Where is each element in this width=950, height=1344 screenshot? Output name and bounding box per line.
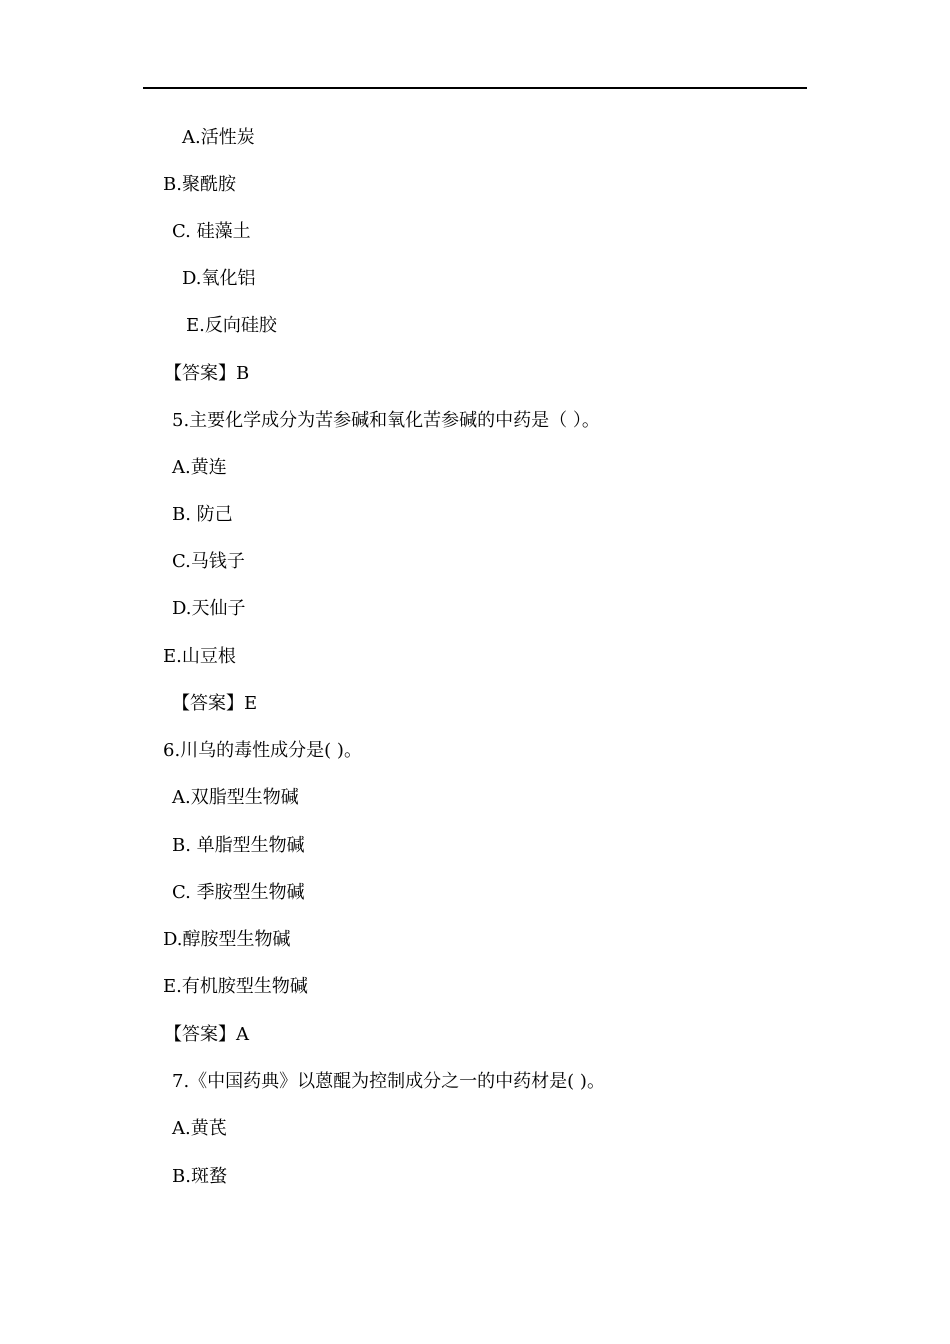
- option-a-q7: A.黄芪: [172, 1118, 227, 1139]
- option-b-q4: B.聚酰胺: [163, 174, 236, 195]
- question-7: 7.《中国药典》以蒽醌为控制成分之一的中药材是( )。: [172, 1071, 605, 1092]
- header-rule: [143, 87, 807, 89]
- option-d-q4: D.氧化铝: [182, 268, 256, 289]
- option-b-q7: B.斑蝥: [172, 1166, 227, 1187]
- option-b-q6: B. 单脂型生物碱: [172, 835, 305, 856]
- option-c-q4: C. 硅藻土: [172, 221, 251, 242]
- option-e-q4: E.反向硅胶: [186, 315, 277, 336]
- option-c-q6: C. 季胺型生物碱: [172, 882, 305, 903]
- option-a-q6: A.双脂型生物碱: [172, 787, 299, 808]
- option-c-q5: C.马钱子: [172, 551, 245, 572]
- option-d-q6: D.醇胺型生物碱: [163, 929, 291, 950]
- answer-q5: 【答案】E: [172, 693, 258, 714]
- option-e-q5: E.山豆根: [163, 646, 236, 667]
- option-a-q5: A.黄连: [172, 457, 227, 478]
- answer-q6: 【答案】A: [164, 1024, 249, 1045]
- question-6: 6.川乌的毒性成分是( )。: [163, 740, 362, 761]
- answer-q4: 【答案】B: [164, 363, 250, 384]
- option-b-q5: B. 防己: [172, 504, 233, 525]
- option-d-q5: D.天仙子: [172, 598, 246, 619]
- option-a-q4: A.活性炭: [182, 127, 255, 148]
- question-5: 5.主要化学成分为苦参碱和氧化苦参碱的中药是（ ）。: [172, 410, 600, 431]
- option-e-q6: E.有机胺型生物碱: [163, 976, 308, 997]
